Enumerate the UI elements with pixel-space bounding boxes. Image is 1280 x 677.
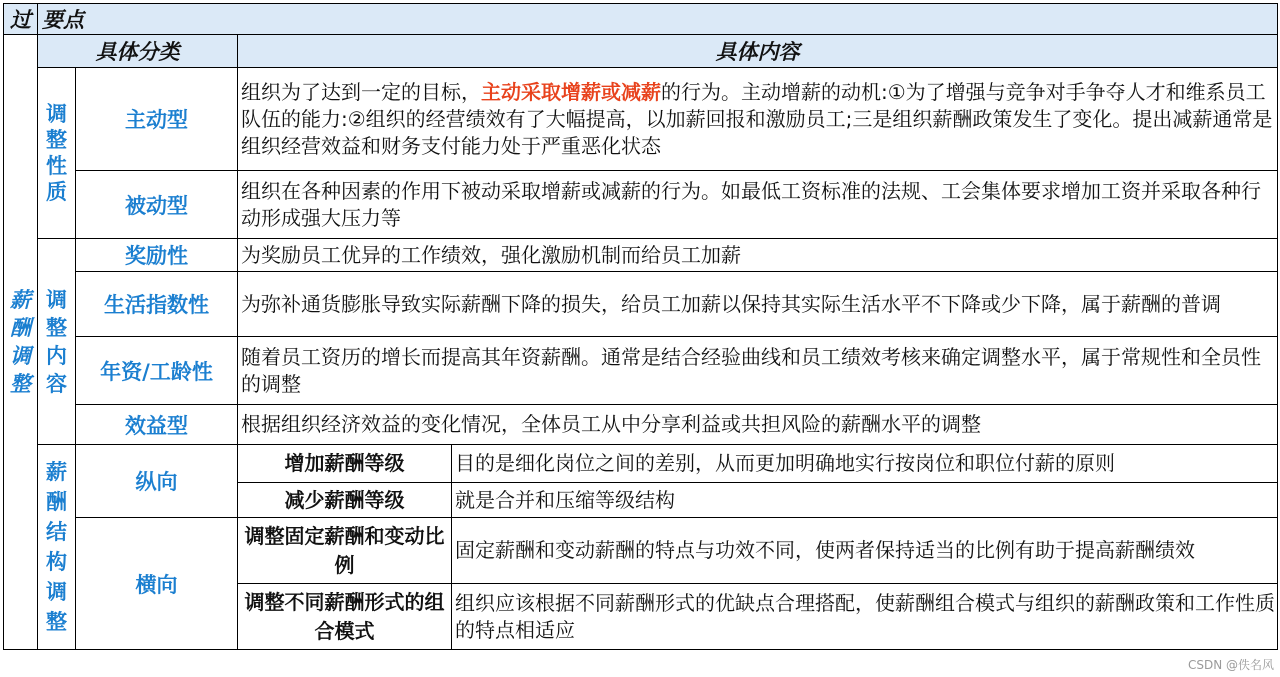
- table-row: [4, 445, 1278, 483]
- category-active: 主动型: [76, 68, 238, 171]
- table-row: [4, 405, 1278, 445]
- sub-category-increase-levels: 增加薪酬等级: [238, 445, 452, 483]
- salary-adjustment-table: [3, 3, 1278, 650]
- content-passive: 组织在各种因素的作用下被动采取增薪或减薪的行为。如最低工资标准的法规、工会集体要求增加工资并采取各种行动形成强大压力等: [238, 171, 1278, 239]
- content-reward: 为奖励员工优异的工作绩效，强化激励机制而给员工加薪: [238, 239, 1278, 272]
- table-row: [4, 272, 1278, 337]
- category-passive: 被动型: [76, 171, 238, 239]
- column-header-content: 具体内容: [238, 35, 1278, 68]
- section-label-text: 调整性质: [46, 102, 67, 204]
- category-vertical: 纵向: [76, 445, 238, 518]
- table-row: [4, 337, 1278, 405]
- section-label-text: 薪酬结构调整: [46, 460, 67, 634]
- content-increase-levels: 目的是细化岗位之间的差别，从而更加明确地实行按岗位和职位付薪的原则: [452, 445, 1278, 483]
- sub-category-fixed-variable-ratio: 调整固定薪酬和变动比例: [238, 518, 452, 584]
- section-label-content: [38, 239, 76, 445]
- watermark: CSDN @佚名风: [1187, 658, 1274, 672]
- column-header-category: 具体分类: [38, 35, 238, 68]
- section-label-structure: [38, 445, 76, 650]
- table-row: [4, 239, 1278, 272]
- category-cost-of-living: 生活指数性: [76, 272, 238, 337]
- content-text: 的行为。主动增薪的动机:①为了增强与竞争对手争夺人才和维系员工队伍的能力:②组织的经营绩效有了大幅提高，以加薪回报和激励员工;三是组织薪酬政策发生了变化。提出减薪通常是组织经营效益和财务支付能力处于严重恶化状态: [241, 79, 1273, 158]
- category-seniority: 年资/工龄性: [76, 337, 238, 405]
- main-label-text: 薪酬调整: [10, 288, 31, 396]
- content-fixed-variable-ratio: 固定薪酬和变动薪酬的特点与功效不同，使两者保持适当的比例有助于提高薪酬绩效: [452, 518, 1278, 584]
- column-header-row: [4, 35, 1278, 68]
- title-row: [4, 4, 1278, 35]
- content-benefit: 根据组织经济效益的变化情况，全体员工从中分享利益或共担风险的薪酬水平的调整: [238, 405, 1278, 445]
- category-reward: 奖励性: [76, 239, 238, 272]
- content-active: [238, 68, 1278, 171]
- content-form-combination: 组织应该根据不同薪酬形式的优缺点合理搭配，使薪酬组合模式与组织的薪酬政策和工作性质的特点相适应: [452, 584, 1278, 650]
- table-row: [4, 171, 1278, 239]
- title-left-cell: 过: [4, 4, 38, 35]
- page-title: 要点: [38, 4, 1278, 35]
- content-decrease-levels: 就是合并和压缩等级结构: [452, 483, 1278, 518]
- table-row: [4, 518, 1278, 584]
- sub-category-form-combination: 调整不同薪酬形式的组合模式: [238, 584, 452, 650]
- content-text: 组织为了达到一定的目标，: [241, 79, 481, 104]
- content-seniority: 随着员工资历的增长而提高其年资薪酬。通常是结合经验曲线和员工绩效考核来确定调整水平，属于常规性和全员性的调整: [238, 337, 1278, 405]
- main-label: [4, 35, 38, 650]
- section-label-text: 调整内容: [46, 287, 67, 396]
- highlight-text: 主动采取增薪或减薪: [481, 79, 661, 104]
- category-horizontal: 横向: [76, 518, 238, 650]
- category-benefit: 效益型: [76, 405, 238, 445]
- section-label-nature: [38, 68, 76, 239]
- table-row: [4, 68, 1278, 171]
- sub-category-decrease-levels: 减少薪酬等级: [238, 483, 452, 518]
- content-cost-of-living: 为弥补通货膨胀导致实际薪酬下降的损失，给员工加薪以保持其实际生活水平不下降或少下降，属于薪酬的普调: [238, 272, 1278, 337]
